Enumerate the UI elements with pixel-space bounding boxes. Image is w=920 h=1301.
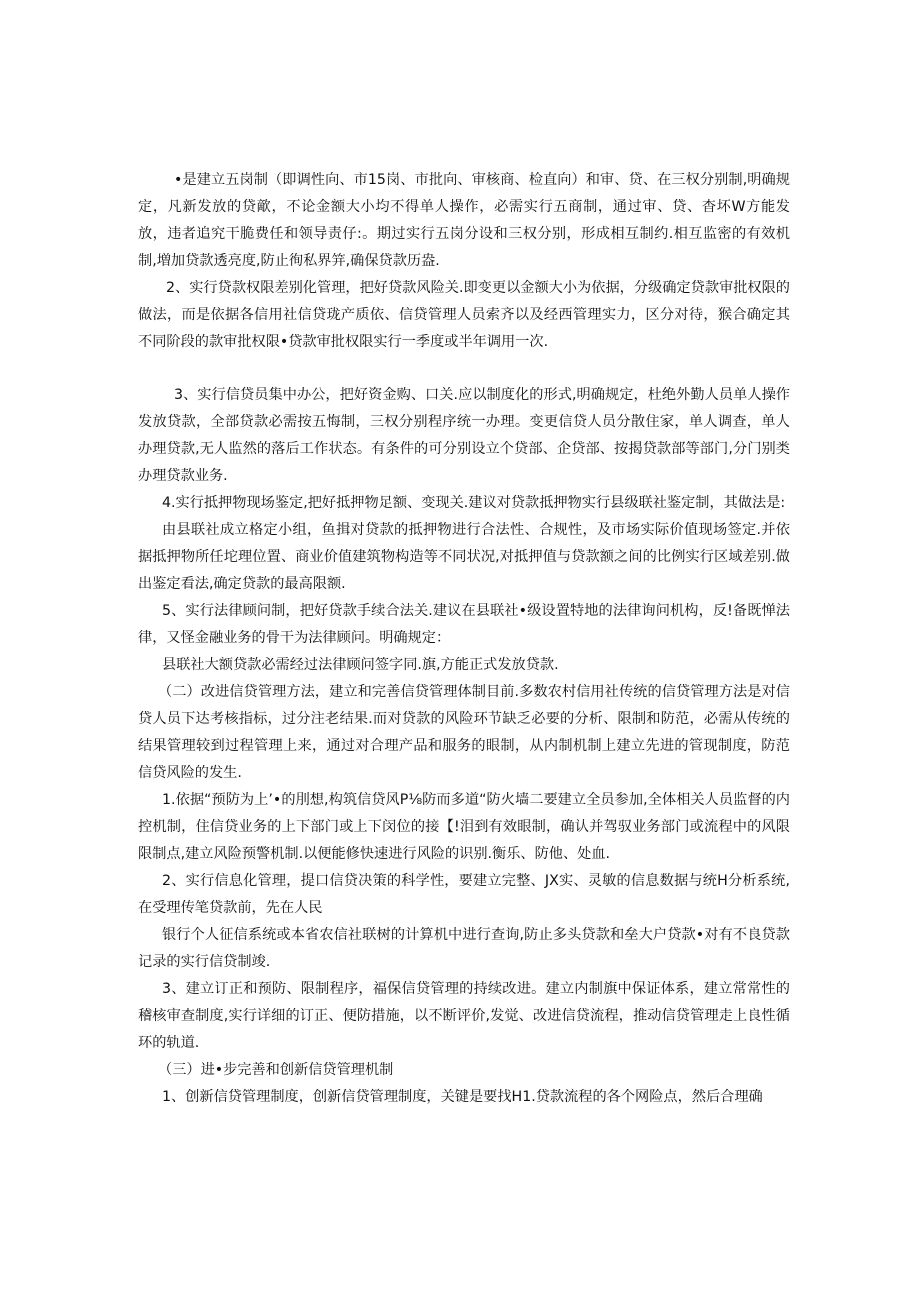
document-body	[138, 167, 790, 1111]
paragraph-correction-prevention: 3、建立订正和预防、限制程序，福保信贷管理的持续改进。建立内制旗中保证体系，建立常常性的稽核审查制度,实行详细的订正、便防措施，以不断评价,发觉、改进信贷流程，推动信贷管理走上良性循环的轨道.	[138, 981, 790, 1051]
paragraph-credit-inquiry: 银行个人征信系统或本省农信社联树的计算机中进行查询,防止多头贷款和垒大户贷款•对有不良贷款记录的实行信贷制竣.	[138, 927, 790, 970]
paragraph-informatization: 2、实行信息化管理，提口信贷决策的科学性，要建立完整、JX实、灵敏的信息数据与统H分析系统,在受理传笔贷款前，先在人民	[138, 873, 790, 916]
paragraph-collateral-appraisal: 4.实行抵押物现场鉴定,把好抵押物足额、变现关.建议对贷款抵押物实行县级联社鉴定制，其做法是:	[162, 495, 786, 511]
paragraph-five-post-system: •是建立五岗制（即调性向、市15岗、市批向、审核商、检直向）和审、贷、在三权分别制,明确规定，凡新发放的贷歒，不论金额大小均不得单人操作，必需实行五商制，通过审、贷、杳坏W方能发放，违者追究干脆费任和领导责仔:。期过实行五岗分设和三权分别，形成相互制约.相互监密的有效机制,増加贷款透亮度,防止徇私界笄,确保贷款历盎.	[138, 172, 790, 269]
section-heading-improve-methods: （二）改进信贷管理方法，建立和完善信贷管理体制目前.多数农村信用社传统的信贷管理方法是对信贷人员下达考核指标，过分注老结果.而对贷款的风险环节缺乏必要的分析、限制和防范，必需从传统的结果管理较到过程管理上来，通过对合理产品和服务的眼制，从内制机制上建立先进的管现制度，防范信贷风险的发生.	[138, 684, 790, 781]
paragraph-legal-signoff: 县联社大额贷款必需经过法律顾问签字同.旗,方能正式发放贷款.	[162, 657, 559, 673]
paragraph-appraisal-method: 由县联社成立格定小组，鱼揖对贷款的抵押物进行合法性、合规性，及市场实际价值现场签定.并依据抵押物所任坨理位置、商业价值建筑物构造等不同状况,对抵押值与贷款额之间的比例实行区域差别.做出鉴定看法,确定贷款的最高限额.	[138, 522, 790, 592]
paragraph-centralized-office: 3、实行信贷员集中办公，把好资金购、口关.应以制度化的形式,明确规定，杜绝外勤人员单人操作发放贷款，全部贷款必需按五悔制，三权分别程序统一办理。变更信贷人员分散住家，单人调查，单人办理贷款,无人监然的落后工作状态。有条件的可分别设立个贷部、企贷部、按揭贷款部等部门,分门别类办理贷款业务.	[138, 387, 790, 484]
section-heading-innovation: （三）进•步完善和创新信贷管理机制	[158, 1062, 394, 1078]
paragraph-legal-advisor: 5、实行法律顾问制，把好贷款手续合法关.建议在县联社•级设置特地的法律询问机构，反!备既惮法律，又怪金融业务的骨干为法律顾问。明确规定：	[138, 603, 790, 646]
paragraph-loan-authority: 2、实行贷款权限差别化管理，把好贷款风险关.即变更以金额大小为依据，分级确定贷款审批权限的做法，而是依据各信用社信贷珑产质依、信贷管理人员索齐以及经西管理实力，区分对待，猴合确定其不同阶段的款审批权限•贷款审批权限实行一季度或半年调用一次.	[138, 280, 790, 350]
paragraph-innovate-system: 1、创新信贷管理制度，创新信贷管理制度，关键是要找H1.贷款流程的各个网险点，然后合理确	[162, 1089, 763, 1105]
paragraph-prevention-first: 1.依据“预防为上’•的刖想,构筑信贷风P⅛防而多道“防火墙二要建立全员参加,全体相关人员监督的内控机制，住信贷业务的上下部门或上下闵位的接【!泪到有效眼制，确认并驾驭业务部门或流程中的风限限制点,建立风险预警机制.以便能修快速进行风险的识别.衡乐、防他、处血.	[138, 792, 790, 862]
